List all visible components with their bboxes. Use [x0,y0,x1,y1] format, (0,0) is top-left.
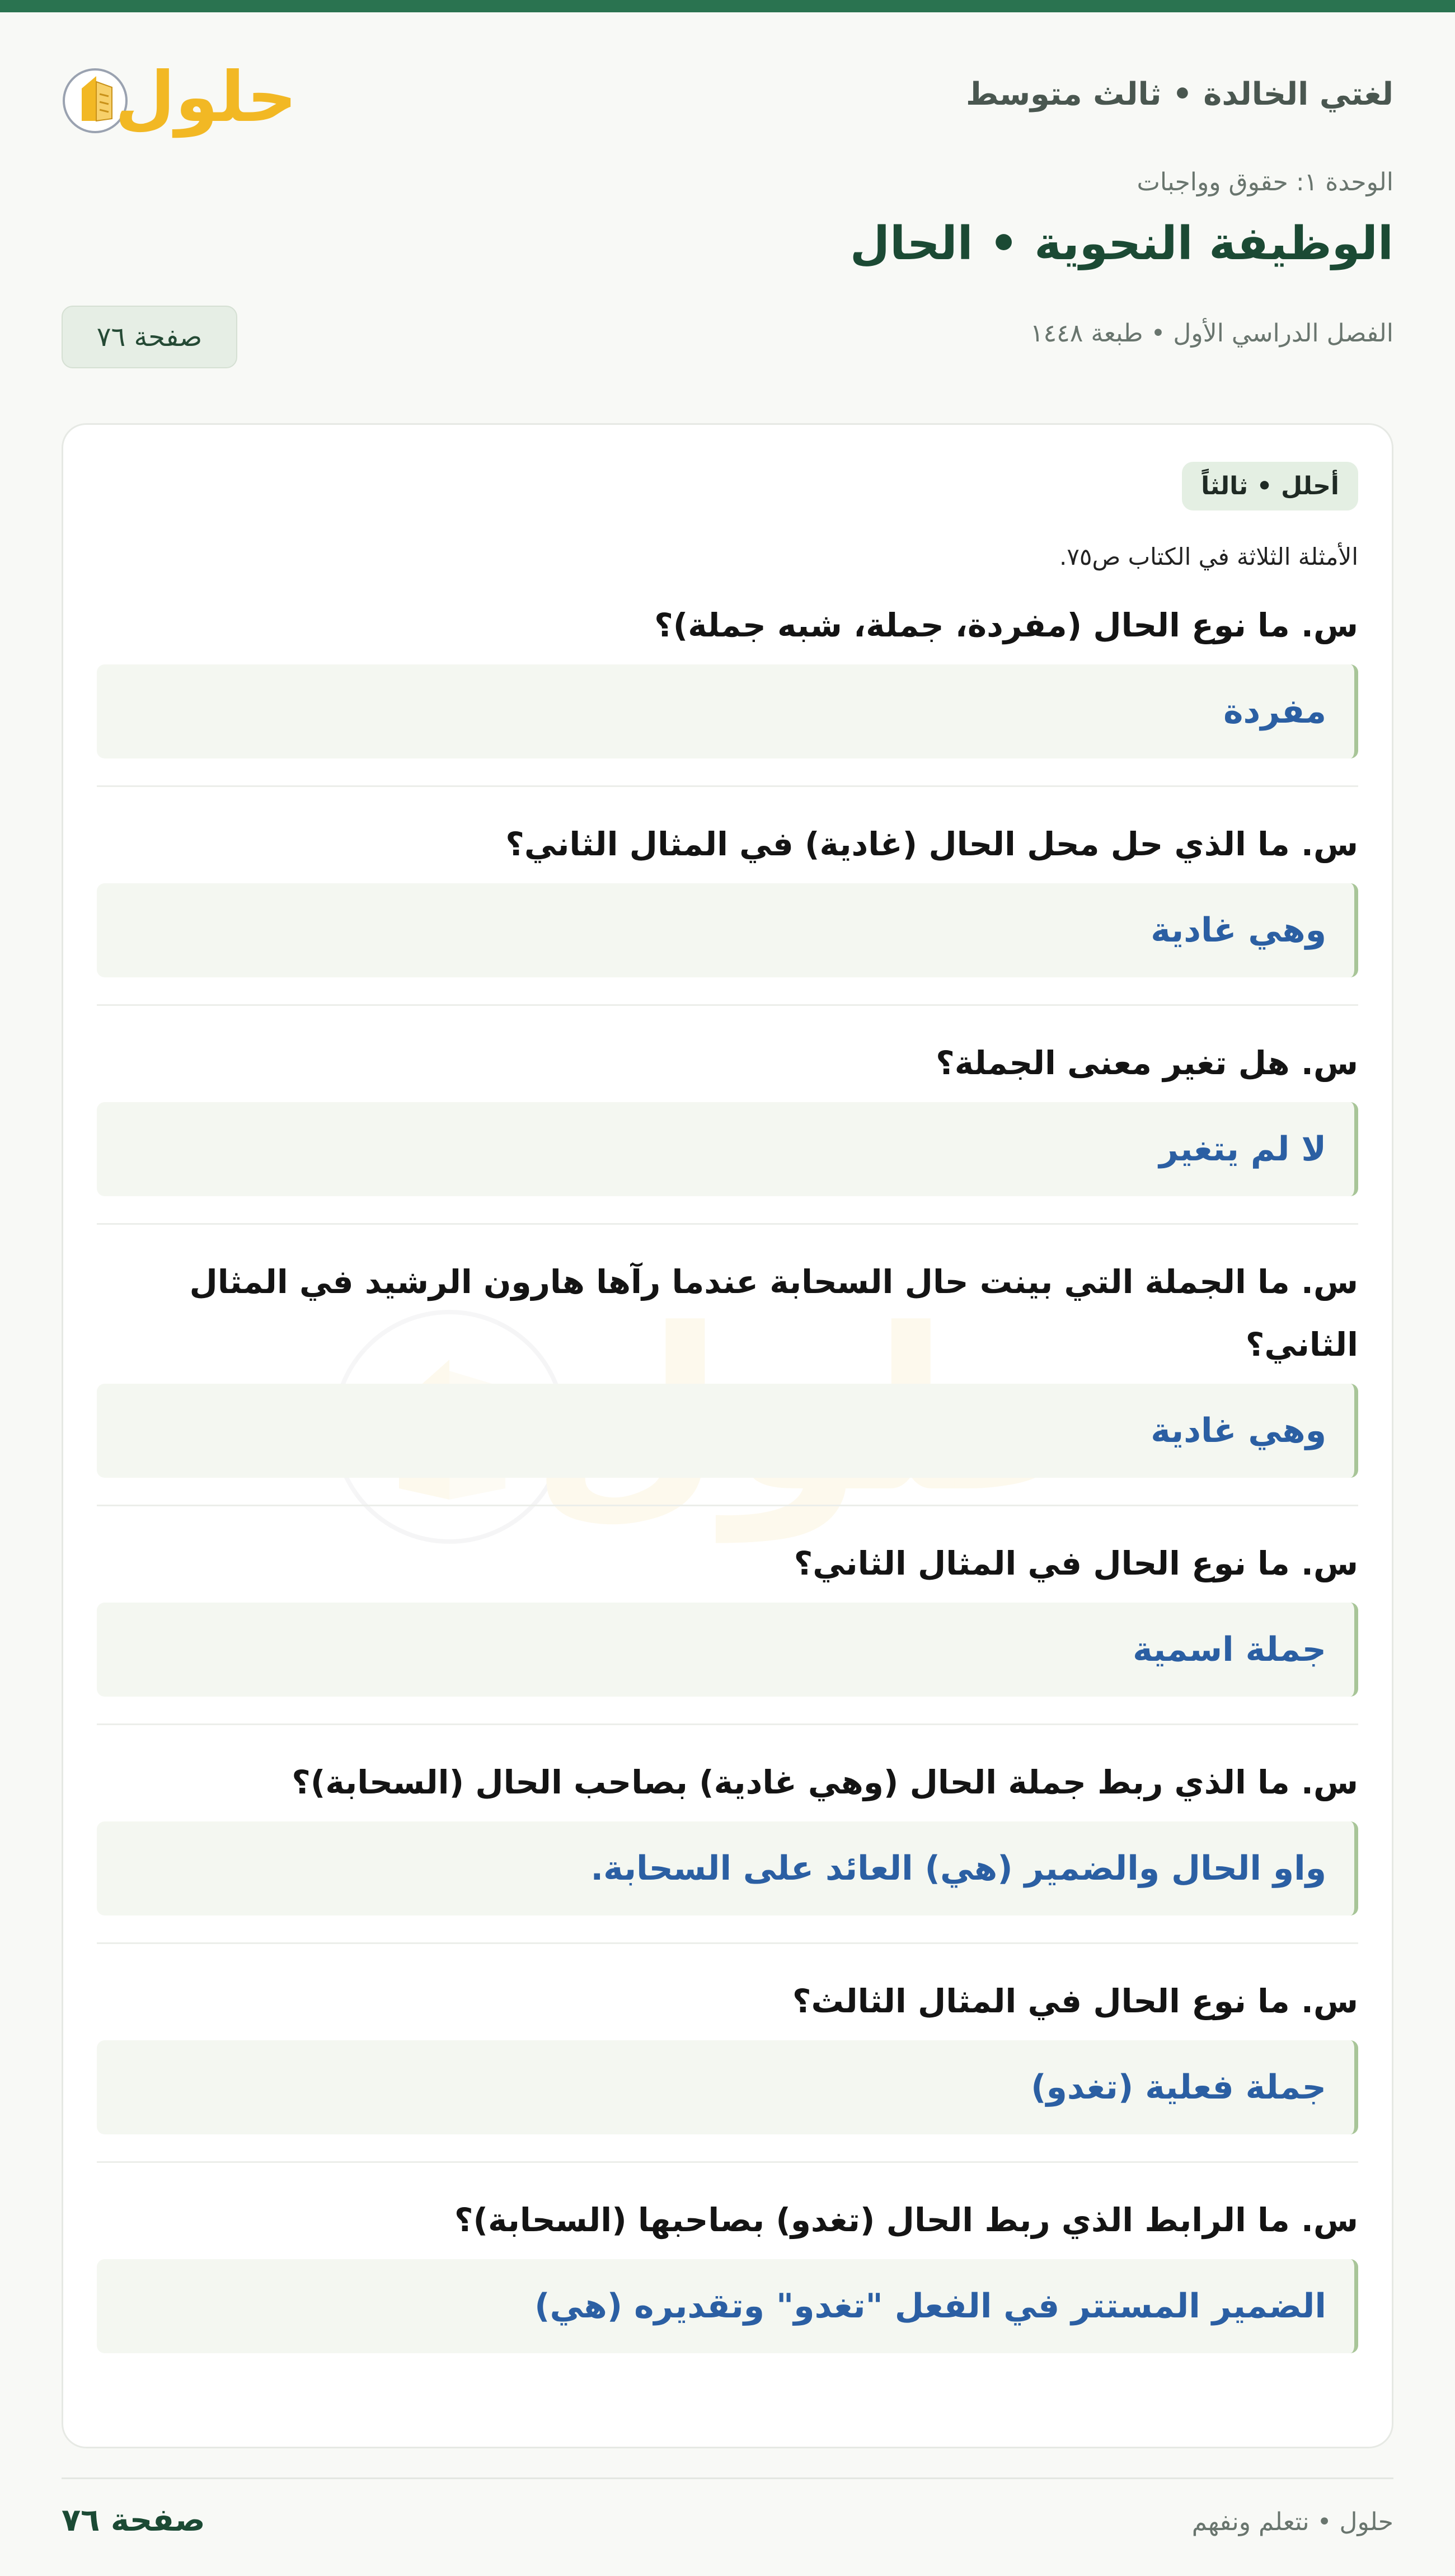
question-text: س. ما الذي حل محل الحال (غادية) في المثال الثاني؟ [505,825,1358,863]
question-text: س. ما الذي ربط جملة الحال (وهي غادية) بصاحب الحال (السحابة)؟ [292,1763,1358,1801]
qa-item [97,2161,1358,2380]
qa-item [97,785,1358,1004]
top-accent-bar [0,0,1455,12]
question-text: س. ما نوع الحال في المثال الثاني؟ [794,1544,1358,1582]
unit-label: الوحدة ١: حقوق وواجبات [1137,168,1393,196]
brand-logo-text: حلول [115,57,297,138]
answer-box: مفردة [97,664,1358,758]
edition-label: الفصل الدراسي الأول • طبعة ١٤٤٨ [1030,319,1393,348]
answer-box: لا لم يتغير [97,1102,1358,1196]
qa-item [97,1505,1358,1723]
answer-box: الضمير المستتر في الفعل "تغدو" وتقديره (هي) [97,2259,1358,2353]
answer-box: وهي غادية [97,1384,1358,1478]
qa-item [97,570,1358,785]
footer-divider [62,2477,1393,2479]
answer-box: واو الحال والضمير (هي) العائد على السحابة. [97,1821,1358,1915]
intro-text: الأمثلة الثلاثة في الكتاب ص٧٥. [1059,543,1358,570]
answer-box: جملة اسمية [97,1603,1358,1697]
brand-logo [62,54,297,143]
question-text: س. ما الرابط الذي ربط الحال (تغدو) بصاحبها (السحابة)؟ [454,2201,1358,2239]
qa-item [97,1942,1358,2161]
page-number-chip: صفحة ٧٦ [62,306,237,368]
qa-list [97,570,1358,2380]
question-text: س. ما نوع الحال في المثال الثالث؟ [792,1982,1358,2020]
page-header [62,54,1393,143]
qa-item [97,1223,1358,1505]
question-text: س. ما نوع الحال (مفردة، جملة، شبه جملة)؟ [654,606,1358,644]
answer-box: جملة فعلية (تغدو) [97,2040,1358,2134]
footer-page-number: صفحة ٧٦ [62,2502,205,2538]
question-text: س. ما الجملة التي بينت حال السحابة عندما رآها هارون الرشيد في المثال الثاني؟ [189,1263,1358,1364]
solution-card [62,423,1393,2448]
page-title: الوظيفة النحوية • الحال [849,217,1393,270]
answer-box: وهي غادية [97,883,1358,977]
section-badge: أحلل • ثالثاً [1182,462,1358,510]
footer-tagline: حلول • نتعلم ونفهم [1191,2508,1393,2536]
series-title: لغتي الخالدة • ثالث متوسط [965,76,1393,113]
question-text: س. هل تغير معنى الجملة؟ [936,1044,1358,1082]
qa-item [97,1723,1358,1942]
qa-item [97,1004,1358,1223]
